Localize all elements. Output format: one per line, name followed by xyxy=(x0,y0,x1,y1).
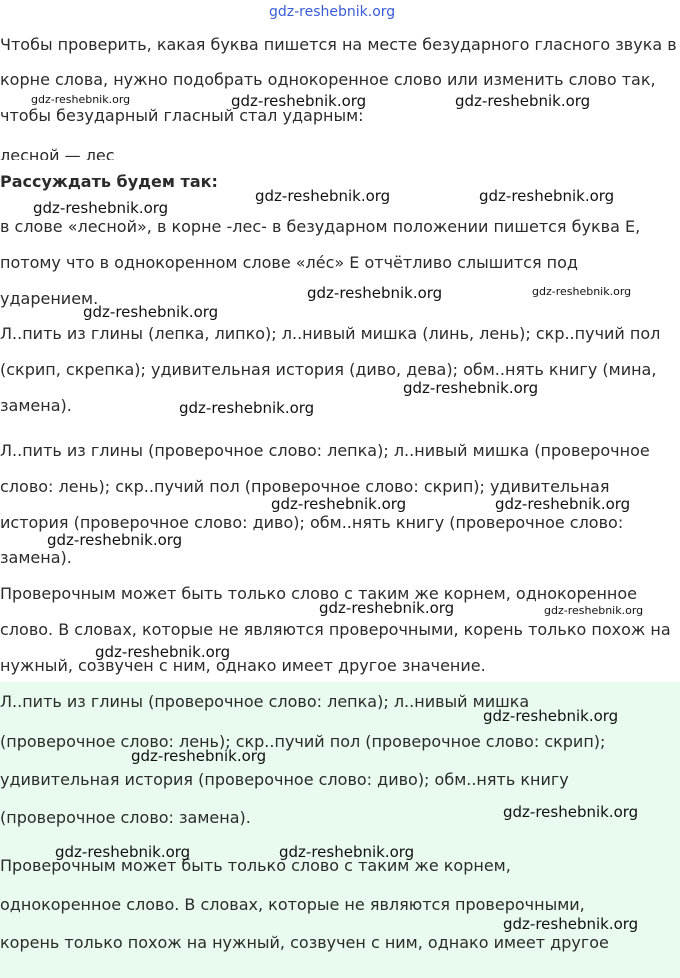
highlight-line: Проверочным может быть только слово с таким же корнем, xyxy=(0,856,511,875)
intro-line: чтобы безударный гласный стал ударным: xyxy=(0,106,364,125)
reasoning-line: потому что в однокоренном слове «ле́с» Е отчётливо слышится под xyxy=(0,253,578,272)
example-dash: — xyxy=(64,146,81,160)
root-example xyxy=(0,146,115,160)
highlight-line: (проверочное слово: замена). xyxy=(0,808,251,827)
root-mark-lesnoy: лесной xyxy=(0,146,60,160)
answer-line: слово: лень); скр..пучий пол (проверочное слово: скрип); удивительная xyxy=(0,477,610,496)
watermark: gdz-reshebnik.org xyxy=(271,495,407,513)
watermark: gdz-reshebnik.org xyxy=(483,707,619,725)
intro-line: корне слова, нужно подобрать однокоренное слово или изменить слово так, xyxy=(0,70,656,89)
highlight-line: корень только похож на нужный, созвучен с ним, однако имеет другое xyxy=(0,933,609,952)
watermark: gdz-reshebnik.org xyxy=(455,92,591,110)
watermark: gdz-reshebnik.org xyxy=(31,93,131,106)
watermark: gdz-reshebnik.org xyxy=(319,599,455,617)
highlight-line: Л..пить из глины (проверочное слово: лепка); л..нивый мишка xyxy=(0,692,530,711)
watermark: gdz-reshebnik.org xyxy=(131,747,267,765)
watermark: gdz-reshebnik.org xyxy=(279,843,415,861)
highlight-line: (проверочное слово: лень); скр..пучий пол (проверочное слово: скрип); xyxy=(0,732,606,751)
watermark: gdz-reshebnik.org xyxy=(83,303,219,321)
watermark: gdz-reshebnik.org xyxy=(403,379,539,397)
watermark: gdz-reshebnik.org xyxy=(503,915,639,933)
highlight-line: удивительная история (проверочное слово: диво); обм..нять книгу xyxy=(0,770,569,789)
watermark: gdz-reshebnik.org xyxy=(33,199,169,217)
task-line: Л..пить из глины (лепка, липко); л..нивый мишка (линь, лень); скр..пучий пол xyxy=(0,324,661,343)
answer-line: история (проверочное слово: диво); обм..нять книгу (проверочное слово: xyxy=(0,513,624,532)
watermark: gdz-reshebnik.org xyxy=(532,285,632,298)
reasoning-line: ударением. xyxy=(0,289,99,308)
watermark: gdz-reshebnik.org xyxy=(55,843,191,861)
answer-line: Л..пить из глины (проверочное слово: лепка); л..нивый мишка (проверочное xyxy=(0,441,650,460)
intro-line: Чтобы проверить, какая буква пишется на месте безударного гласного звука в xyxy=(0,35,677,54)
watermark: gdz-reshebnik.org xyxy=(231,92,367,110)
watermark: gdz-reshebnik.org xyxy=(479,187,615,205)
answer-line: замена). xyxy=(0,548,72,567)
explanation-line: слово. В словах, которые не являются проверочными, корень только похож на xyxy=(0,620,671,639)
watermark: gdz-reshebnik.org xyxy=(495,495,631,513)
watermark: gdz-reshebnik.org xyxy=(503,803,639,821)
reasoning-line: в слове «лесной», в корне -лес- в безударном положении пишется буква Е, xyxy=(0,217,641,236)
watermark: gdz-reshebnik.org xyxy=(95,643,231,661)
task-line: замена). xyxy=(0,396,72,415)
watermark: gdz-reshebnik.org xyxy=(544,604,644,617)
watermark: gdz-reshebnik.org xyxy=(179,399,315,417)
watermark: gdz-reshebnik.org xyxy=(47,531,183,549)
highlight-line: однокоренное слово. В словах, которые не являются проверочными, xyxy=(0,895,585,914)
task-line: (скрип, скрепка); удивительная история (диво, дева); обм..нять книгу (мина, xyxy=(0,360,657,379)
explanation-line: Проверочным может быть только слово с таким же корнем, однокоренное xyxy=(0,584,638,603)
reasoning-heading: Рассуждать будем так: xyxy=(0,172,218,191)
watermark: gdz-reshebnik.org xyxy=(307,284,443,302)
explanation-line: нужный, созвучен с ним, однако имеет другое значение. xyxy=(0,656,486,675)
watermark: gdz-reshebnik.org xyxy=(255,187,391,205)
watermark-top: gdz-reshebnik.org xyxy=(269,4,396,20)
root-mark-les: лес xyxy=(86,146,115,160)
